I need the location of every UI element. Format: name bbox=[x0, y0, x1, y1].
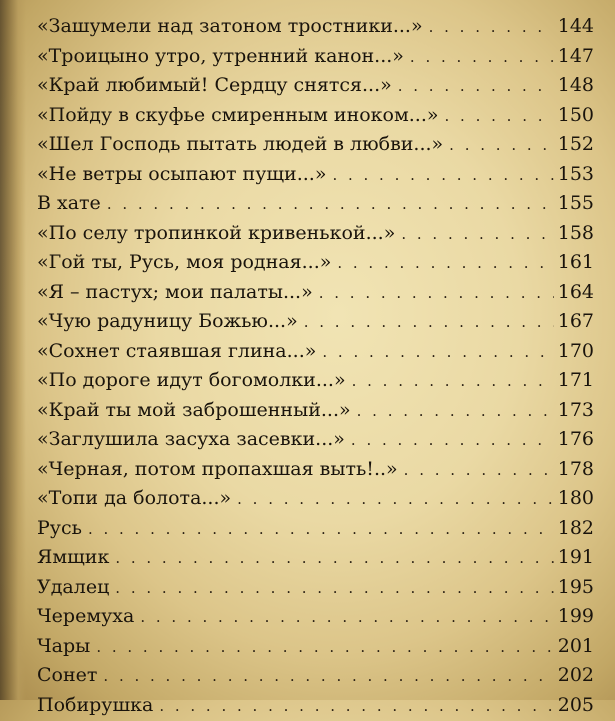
toc-entry-page: 164 bbox=[558, 278, 594, 308]
toc-entry-title: Побирушка bbox=[37, 691, 153, 721]
dot-leader bbox=[304, 308, 554, 338]
toc-entry-page: 147 bbox=[558, 42, 594, 72]
toc-entry-title: «Зашумели над затоном тростники...» bbox=[37, 12, 423, 42]
toc-entry-title: «Пойду в скуфье смиренным иноком...» bbox=[37, 101, 439, 131]
toc-entry-title: «Не ветры осыпают пущи...» bbox=[37, 160, 326, 190]
dot-leader bbox=[357, 397, 554, 427]
toc-entry bbox=[37, 160, 594, 190]
toc-entry-page: 161 bbox=[558, 248, 594, 278]
toc-entry-title: «По селу тропинкой кривенькой...» bbox=[37, 219, 395, 249]
toc-entry bbox=[37, 455, 594, 485]
toc-entry-page: 170 bbox=[558, 337, 594, 367]
toc-entry bbox=[37, 514, 594, 544]
toc-entry-title: «Троицыно утро, утренний канон...» bbox=[37, 42, 404, 72]
toc-entry-page: 148 bbox=[558, 71, 594, 101]
toc-entry-title: Чары bbox=[37, 632, 90, 662]
dot-leader bbox=[319, 279, 554, 309]
toc-entry-title: «Я – пастух; мои палаты...» bbox=[37, 278, 313, 308]
dot-leader bbox=[449, 131, 554, 161]
toc-entry-page: 153 bbox=[558, 160, 594, 190]
toc-entry-title: Удалец bbox=[37, 573, 109, 603]
toc-entry-page: 155 bbox=[558, 189, 594, 219]
toc-entry bbox=[37, 278, 594, 308]
toc-entry bbox=[37, 573, 594, 603]
toc-entry-page: 180 bbox=[558, 484, 594, 514]
toc-entry bbox=[37, 248, 594, 278]
toc-entry bbox=[37, 425, 594, 455]
toc-entry-title: «Край ты мой заброшенный...» bbox=[37, 396, 351, 426]
dot-leader bbox=[398, 72, 554, 102]
toc-entry bbox=[37, 602, 594, 632]
dot-leader bbox=[115, 544, 553, 574]
toc-entry-page: 191 bbox=[558, 543, 594, 573]
toc-entry bbox=[37, 189, 594, 219]
toc-entry-page: 167 bbox=[558, 307, 594, 337]
toc-entry-page: 152 bbox=[558, 130, 594, 160]
toc-entry-title: «Сохнет стаявшая глина...» bbox=[37, 337, 316, 367]
toc-entry bbox=[37, 307, 594, 337]
toc-entry-page: 144 bbox=[558, 12, 594, 42]
toc-entry-page: 201 bbox=[558, 632, 594, 662]
dot-leader bbox=[404, 456, 554, 486]
toc-entry-title: Сонет bbox=[37, 661, 97, 691]
toc-entry bbox=[37, 543, 594, 573]
dot-leader bbox=[410, 43, 554, 73]
toc-entry bbox=[37, 691, 594, 721]
toc-entry-page: 158 bbox=[558, 219, 594, 249]
dot-leader bbox=[96, 633, 553, 663]
toc-entry-page: 178 bbox=[558, 455, 594, 485]
toc-entry-title: Ямщик bbox=[37, 543, 109, 573]
toc-entry-title: Черемуха bbox=[37, 602, 134, 632]
toc-entry bbox=[37, 71, 594, 101]
toc-entry-title: «Заглушила засуха засевки...» bbox=[37, 425, 345, 455]
toc-entry-page: 171 bbox=[558, 366, 594, 396]
toc-entry-page: 199 bbox=[558, 602, 594, 632]
dot-leader bbox=[445, 102, 554, 132]
toc-entry bbox=[37, 396, 594, 426]
toc-entry bbox=[37, 12, 594, 42]
toc-entry bbox=[37, 42, 594, 72]
dot-leader bbox=[352, 367, 554, 397]
toc-entry-page: 173 bbox=[558, 396, 594, 426]
toc-entry-title: Русь bbox=[37, 514, 82, 544]
toc-entry-title: «Черная, потом пропахшая выть!..» bbox=[37, 455, 398, 485]
toc-entry-title: «Чую радуницу Божью...» bbox=[37, 307, 298, 337]
toc-entry-title: В хате bbox=[37, 189, 101, 219]
toc-entry-page: 150 bbox=[558, 101, 594, 131]
dot-leader bbox=[237, 485, 554, 515]
book-spine-shadow bbox=[0, 0, 26, 700]
dot-leader bbox=[337, 249, 553, 279]
dot-leader bbox=[88, 515, 554, 545]
dot-leader bbox=[159, 692, 553, 721]
toc-entry bbox=[37, 130, 594, 160]
toc-entry-title: «Топи да болота...» bbox=[37, 484, 231, 514]
dot-leader bbox=[103, 662, 553, 692]
toc-entry-title: «По дороге идут богомолки...» bbox=[37, 366, 346, 396]
toc-entry-page: 195 bbox=[558, 573, 594, 603]
toc-entry bbox=[37, 101, 594, 131]
toc-entry-page: 176 bbox=[558, 425, 594, 455]
toc-entry bbox=[37, 219, 594, 249]
toc-entry-title: «Край любимый! Сердцу снятся...» bbox=[37, 71, 392, 101]
toc-entry bbox=[37, 337, 594, 367]
table-of-contents bbox=[37, 12, 594, 720]
toc-entry bbox=[37, 484, 594, 514]
dot-leader bbox=[115, 574, 553, 604]
toc-entry-title: «Гой ты, Русь, моя родная...» bbox=[37, 248, 331, 278]
toc-entry bbox=[37, 661, 594, 691]
toc-entry-page: 202 bbox=[558, 661, 594, 691]
dot-leader bbox=[351, 426, 554, 456]
toc-entry-page: 182 bbox=[558, 514, 594, 544]
dot-leader bbox=[107, 190, 554, 220]
toc-entry-page: 205 bbox=[558, 691, 594, 721]
dot-leader bbox=[429, 13, 554, 43]
dot-leader bbox=[401, 220, 553, 250]
dot-leader bbox=[140, 603, 553, 633]
dot-leader bbox=[322, 338, 553, 368]
toc-entry bbox=[37, 632, 594, 662]
toc-entry bbox=[37, 366, 594, 396]
dot-leader bbox=[332, 161, 553, 191]
toc-entry-title: «Шел Господь пытать людей в любви...» bbox=[37, 130, 443, 160]
